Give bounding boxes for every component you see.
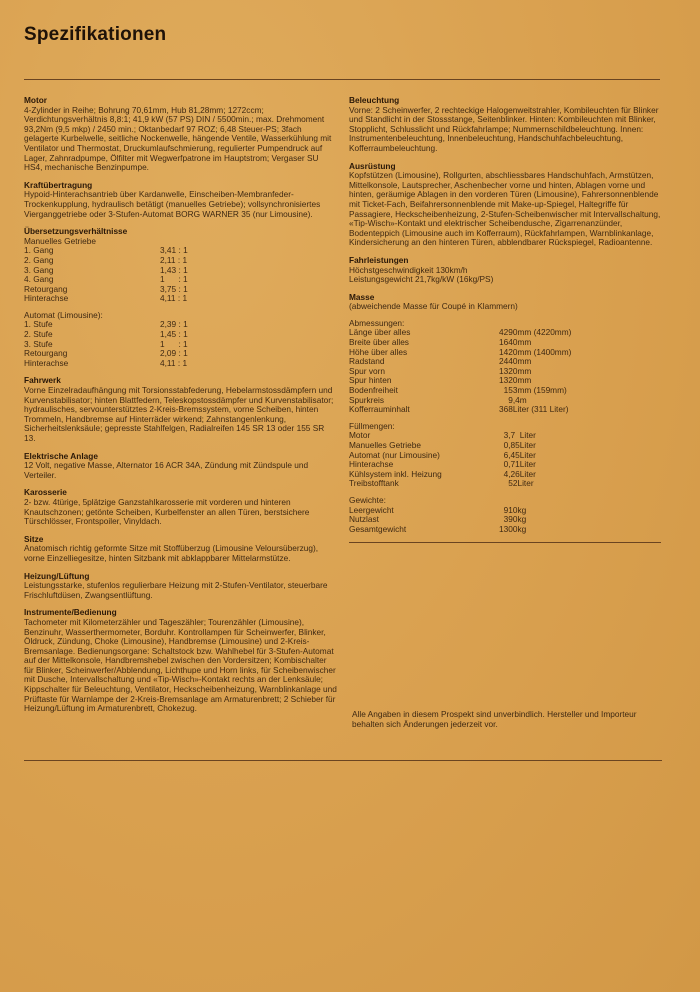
ratio-value: 3,41 : 1: [160, 245, 188, 256]
section-fahrwerk: [24, 376, 337, 443]
ratio-label: Hinterachse: [24, 357, 69, 368]
left-column: [24, 96, 337, 722]
section-text: Anatomisch richtig geformte Sitze mit Stoffüberzug (Limousine Veloursüberzug), vorne Einzelliegesitze, hinten Sitzbank mit abklappbarer Mittelarmstütze.: [24, 543, 319, 563]
capacity-value: 52Liter: [499, 478, 534, 489]
section-uebersetzung: [24, 227, 337, 368]
section-heizung: [24, 572, 337, 601]
section-heading: Kraftübertragung: [24, 179, 93, 190]
ratio-label: 3. Stufe: [24, 338, 53, 349]
section-heading: Ausrüstung: [349, 160, 396, 171]
dimension-value: 1320mm: [499, 375, 532, 386]
ratio-value: 1 : 1: [160, 338, 188, 349]
section-heading: Instrumente/Bedienung: [24, 607, 117, 618]
ratio-label: 1. Stufe: [24, 319, 53, 330]
section-karosserie: [24, 488, 337, 526]
ratio-value: 4,11 : 1: [160, 293, 188, 304]
weight-label: Gesamtgewicht: [349, 523, 407, 534]
section-heading: Fahrleistungen: [349, 254, 409, 265]
dimension-label: Radstand: [349, 356, 385, 367]
dimension-row: [349, 405, 661, 415]
capacity-label: Kühlsystem inkl. Heizung: [349, 468, 442, 479]
ratio-value: 2,39 : 1: [160, 319, 188, 330]
top-divider: [24, 79, 660, 80]
page-title: Spezifikationen: [24, 24, 167, 45]
section-heading: Fahrwerk: [24, 375, 61, 386]
section-heading: Sitze: [24, 533, 44, 544]
weights-title: Gewichte:: [349, 494, 386, 505]
dimension-label: Spurkreis: [349, 394, 385, 405]
spacer: [349, 489, 661, 496]
capacity-label: Hinterachse: [349, 459, 394, 470]
section-masse: [349, 293, 661, 535]
capacity-value: 4,26Liter: [499, 468, 536, 479]
section-heading: Masse: [349, 291, 375, 302]
weight-row: [349, 525, 661, 535]
section-heading: Heizung/Lüftung: [24, 570, 90, 581]
weight-value: 390kg: [499, 514, 527, 525]
section-subheading: (abweichende Masse für Coupé in Klammern): [349, 301, 518, 312]
dimension-label: Höhe über alles: [349, 346, 408, 357]
dimension-value: 2440mm: [499, 356, 532, 367]
disclaimer-note: Alle Angaben in diesem Prospekt sind unverbindlich. Hersteller und Importeur behalten sich Änderungen jederzeit vor.: [352, 709, 637, 729]
ratio-label: 4. Gang: [24, 274, 54, 285]
ratio-label: Retourgang: [24, 348, 68, 359]
dimension-label: Spur vorn: [349, 365, 385, 376]
capacity-value: 0,85Liter: [499, 440, 536, 450]
weight-label: Nutzlast: [349, 514, 379, 525]
capacity-value: 3,7 Liter: [499, 430, 536, 441]
ratio-value: 1,43 : 1: [160, 264, 188, 275]
section-text: Vorne: 2 Scheinwerfer, 2 rechteckige Halogenweitstrahler, Kombileuchten für Blinker und Standlicht in der Stossstange, Seitenblinker. Hinten: Kombileuchten mit Blinker, Stopplicht, Schlusslicht und Rückfahrlampe; Nummernschildbeleuchtung. Innen: Instrumentenbeleuchtung, Innenbeleuchtung, Handschuhfachbeleuchtung, Kofferraumbeleuchtung.: [349, 104, 659, 153]
dimension-value: 1420mm (1400mm): [499, 346, 572, 357]
ratio-value: 1,45 : 1: [160, 329, 188, 340]
dimension-label: Breite über alles: [349, 337, 409, 348]
section-elektrik: [24, 452, 337, 481]
section-text: Tachometer mit Kilometerzähler und Tageszähler; Tourenzähler (Limousine), Benzinuhr, Wasserthermometer, Borduhr. Kontrollampen für Scheinwerfer, Blinker, Öldruck, Zündung, Choke (Limousine), Handbremse (Limousine) und 2-Kreis-Bremsanlage. Bedienungsorgane: Schaltstock bzw. Wahlhebel für 3-Stufen-Automat auf der Mittelkonsole, Handbremshebel zwischen den Vordersitzen; Kombischalter für Blinker, Scheinwerfer/Abblendung, Lichthupe und Horn links, für Scheibenwischer mit Dusche, Intervallschaltung und «Tip-Wisch»-Kontakt rechts an der Lenksäule; Kippschalter für Beleuchtung, Ventilator, Heckscheibenheizung, Warnblinkanlage und Prüftaste für Warnlampe der 2-Kreis-Bremsanlage am Armaturenbrett; 2 Schieber für Heizung/Lüftung im Armaturenbrett, Chokezug.: [24, 616, 337, 714]
capacities-title: Füllmengen:: [349, 420, 395, 431]
ratio-value: 4,11 : 1: [160, 357, 188, 368]
ratio-value: 2,09 : 1: [160, 348, 188, 359]
dimension-value: 1640mm: [499, 337, 532, 348]
ratio-label: 1. Gang: [24, 245, 54, 256]
capacity-label: Motor: [349, 430, 371, 441]
dimensions-title: Abmessungen:: [349, 317, 405, 328]
ratio-value: 3,75 : 1: [160, 283, 188, 294]
ratio-row: [24, 359, 337, 369]
dimension-value: 153mm (159mm): [499, 385, 567, 396]
spacer: [349, 415, 661, 422]
weight-value: 910kg: [499, 504, 527, 515]
ratio-label: 2. Gang: [24, 254, 54, 265]
section-motor: [24, 96, 337, 173]
section-text: 2- bzw. 4türige, 5plätzige Ganzstahlkarosserie mit vorderen und hinteren Knautschzonen; getönte Scheiben, Kurbelfenster an allen Türen, berstsichere Türschlösser, Frontspoiler, Vinyldach.: [24, 496, 310, 527]
bottom-divider: [24, 760, 662, 761]
section-heading: Motor: [24, 95, 48, 105]
ratio-value: 1 : 1: [160, 274, 188, 285]
section-text: Leistungsstarke, stufenlos regulierbare Heizung mit 2-Stufen-Ventilator, steuerbare Frischluftdüsen, Zwangsentlüftung.: [24, 580, 328, 600]
capacity-label: Manuelles Getriebe: [349, 440, 421, 450]
section-heading: Übersetzungsverhältnisse: [24, 226, 128, 237]
section-text: Höchstgeschwindigkeit 130km/h Leistungsgewicht 21,7kg/kW (16kg/PS): [349, 264, 494, 285]
section-text: Vorne Einzelradaufhängung mit Torsionsstabfederung, Hebelarmstossdämpfern und Kurvenstabilisator; hinten Blattfedern, Teleskopstossdämpfer und Kurvenstabilisator; hydraulisches, servounterstütztes 2-Kreis-Bremssystem, vorne Scheiben, hinten Trommeln, Handbremse auf Hinterräder wirkend; Zahnstangenlenkung, Sicherheitslenksäule; gepresste Stahlfelgen, Radialreifen 145 SR 13 oder 155 SR 13.: [24, 385, 334, 443]
section-ausruestung: [349, 162, 661, 248]
capacity-label: Treibstofftank: [349, 478, 399, 489]
dimension-value: 9,4m: [499, 394, 527, 405]
section-text: Hypoid-Hinterachsantrieb über Kardanwelle, Einscheiben-Membranfeder-Trockenkupplung, hydraulisch betätigt (manuelles Getriebe); vollsynchronisiertes Vierganggetriebe oder 3-Stufen-Automat BORG WARNER 35 (nur Limousine).: [24, 189, 321, 219]
ratio-value: 2,11 : 1: [160, 254, 188, 265]
dimension-label: Bodenfreiheit: [349, 385, 398, 396]
dimension-label: Spur hinten: [349, 375, 392, 386]
section-heading: Elektrische Anlage: [24, 450, 98, 461]
section-sitze: [24, 535, 337, 564]
ratio-label: Retourgang: [24, 283, 68, 294]
weight-value: 1300kg: [499, 523, 527, 534]
capacity-label: Automat (nur Limousine): [349, 449, 440, 460]
weight-label: Leergewicht: [349, 504, 394, 515]
dimension-value: 4290mm (4220mm): [499, 327, 572, 338]
dimension-value: 368Liter (311 Liter): [499, 404, 569, 415]
section-beleuchtung: [349, 96, 661, 154]
section-text: 4-Zylinder in Reihe; Bohrung 70,61mm, Hub 81,28mm; 1272ccm; Verdichtungsverhältnis 8,8:1; 41,9 kW (57 PS) DIN / 5500min.; max. Drehmoment 93,2Nm (9,5 mkp) / 2450 min.; Oktanbedarf 97 ROZ; 6,48 Steuer-PS; 3fach gelagerte Kurbelwelle, seitliche Nockenwelle, hängende Ventile, Wasserkühlung mit Ventilator und Thermostat, Druckumlaufschmierung, regulierter Pumpendruck auf Lager, Zahnradpumpe, Ölfilter mit Wegwerfpatrone im Hauptstrom; Vergaser SU HS4, mechanische Benzinpumpe.: [24, 104, 332, 173]
manual-gearbox-title: Manuelles Getriebe: [24, 235, 96, 246]
right-column: [349, 96, 661, 542]
section-fahrleistungen: [349, 256, 661, 285]
automatic-title: Automat (Limousine):: [24, 309, 103, 320]
section-kraftuebertragung: [24, 181, 337, 219]
right-divider: [349, 542, 661, 543]
capacity-value: 6,45Liter: [499, 449, 536, 460]
dimension-label: Länge über alles: [349, 327, 411, 338]
ratio-label: 3. Gang: [24, 264, 54, 275]
dimension-value: 1320mm: [499, 365, 532, 376]
section-heading: Karosserie: [24, 487, 67, 498]
ratio-label: 2. Stufe: [24, 329, 53, 340]
section-text: 12 Volt, negative Masse, Alternator 16 ACR 34A, Zündung mit Zündspule und Verteiler.: [24, 460, 309, 480]
dimension-label: Kofferrauminhalt: [349, 404, 410, 415]
capacity-value: 0,71Liter: [499, 459, 536, 470]
ratio-label: Hinterachse: [24, 293, 69, 304]
section-instrumente: [24, 608, 337, 714]
section-heading: Beleuchtung: [349, 95, 400, 105]
ratio-row: [24, 294, 337, 304]
section-text: Kopfstützen (Limousine), Rollgurten, abschliessbares Handschuhfach, Armstützen, Mittelkonsole, Lautsprecher, Aschenbecher vorne und hinten, Ablagen vorne und hinten, geräumige Ablagen in den vorderen Türen (Limousine), Fahrersonnenblende mit Ticket-Fach, Beifahrersonnenblende mit Make-up-Spiegel, Haltegriffe für Passagiere, Heckscheibenheizung, 2-Stufen-Scheibenwischer mit Intervallschaltung, «Tip-Wisch»-Kontakt und elektrischer Scheibendusche, Zigarrenanzünder, Bodenteppich (Limousine auch im Kofferraum), Rückfahrlampen, Warnblinkanlage, Kindersicherung an den hinteren Türen, abblendbarer Rückspiegel, Radioantenne.: [349, 170, 661, 248]
capacity-row: [349, 479, 661, 489]
